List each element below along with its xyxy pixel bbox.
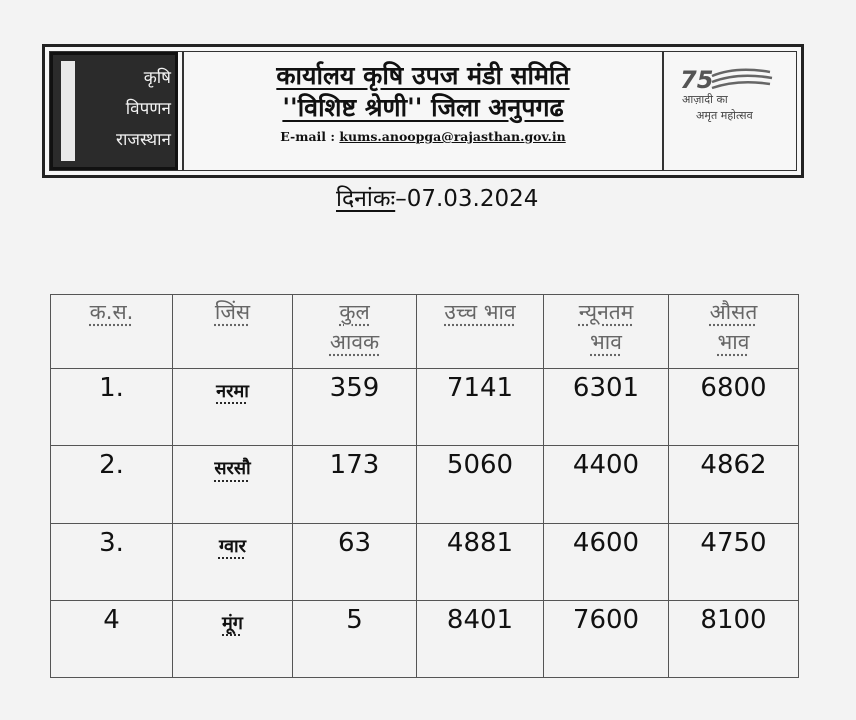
mandi-rates-table — [50, 294, 799, 678]
table-header-row — [51, 295, 799, 369]
krishi-vipanan-logo — [50, 52, 178, 170]
logo-number-75: 75 — [680, 66, 714, 94]
cell-commodity: नरमा — [173, 369, 293, 446]
cell-max-price: 4881 — [417, 523, 544, 600]
cell-max-price: 5060 — [417, 446, 544, 523]
logo-line-1: कृषि — [143, 68, 171, 88]
cell-max-price: 8401 — [417, 600, 544, 677]
azadi-amrit-mahotsav-logo — [668, 52, 796, 170]
office-title: कार्यालय कृषि उपज मंडी समिति — [276, 61, 570, 90]
office-block — [182, 52, 664, 170]
cell-commodity: सरसौ — [173, 446, 293, 523]
table-row — [51, 523, 799, 600]
header-avg-price: औसत भाव — [669, 295, 799, 369]
cell-arrival: 359 — [293, 369, 417, 446]
logo-text — [81, 63, 171, 156]
cell-commodity: मूंग — [173, 600, 293, 677]
date-line — [336, 184, 538, 214]
logo-right-line-2: अमृत महोत्सव — [696, 109, 753, 122]
table-row — [51, 600, 799, 677]
cell-serial: 2. — [51, 446, 173, 523]
logo-right-line-1: आज़ादी का — [682, 93, 728, 106]
cell-avg-price: 6800 — [669, 369, 799, 446]
cell-commodity: ग्वार — [173, 523, 293, 600]
header-serial-no: क.स. — [51, 295, 173, 369]
logo-line-2: विपणन — [125, 99, 171, 119]
header-inner — [49, 51, 797, 171]
cell-serial: 3. — [51, 523, 173, 600]
header-min-price: न्यूनतम भाव — [544, 295, 669, 369]
email-address[interactable]: kums.anoopga@rajasthan.gov.in — [339, 129, 566, 144]
cell-arrival: 173 — [293, 446, 417, 523]
email-label: E-mail : — [280, 129, 336, 144]
header-box — [42, 44, 804, 178]
cell-avg-price: 4750 — [669, 523, 799, 600]
office-subtitle: ''विशिष्ट श्रेणी'' जिला अनुपगढ — [282, 93, 564, 122]
cell-min-price: 7600 — [544, 600, 669, 677]
cell-max-price: 7141 — [417, 369, 544, 446]
cell-min-price: 4600 — [544, 523, 669, 600]
table-row — [51, 369, 799, 446]
header-max-price: उच्च भाव — [417, 295, 544, 369]
cell-min-price: 6301 — [544, 369, 669, 446]
cell-avg-price: 4862 — [669, 446, 799, 523]
header-total-arrival: कुल आवक — [293, 295, 417, 369]
header-commodity: जिंस — [173, 295, 293, 369]
cell-avg-price: 8100 — [669, 600, 799, 677]
date-value: –07.03.2024 — [395, 186, 539, 212]
table-row — [51, 446, 799, 523]
cell-arrival: 5 — [293, 600, 417, 677]
cell-arrival: 63 — [293, 523, 417, 600]
logo-line-3: राजस्थान — [116, 130, 171, 150]
cell-serial: 4 — [51, 600, 173, 677]
cell-min-price: 4400 — [544, 446, 669, 523]
logo-stripe — [61, 61, 75, 161]
office-email — [184, 129, 662, 144]
date-label: दिनांकः — [336, 186, 396, 212]
cell-serial: 1. — [51, 369, 173, 446]
